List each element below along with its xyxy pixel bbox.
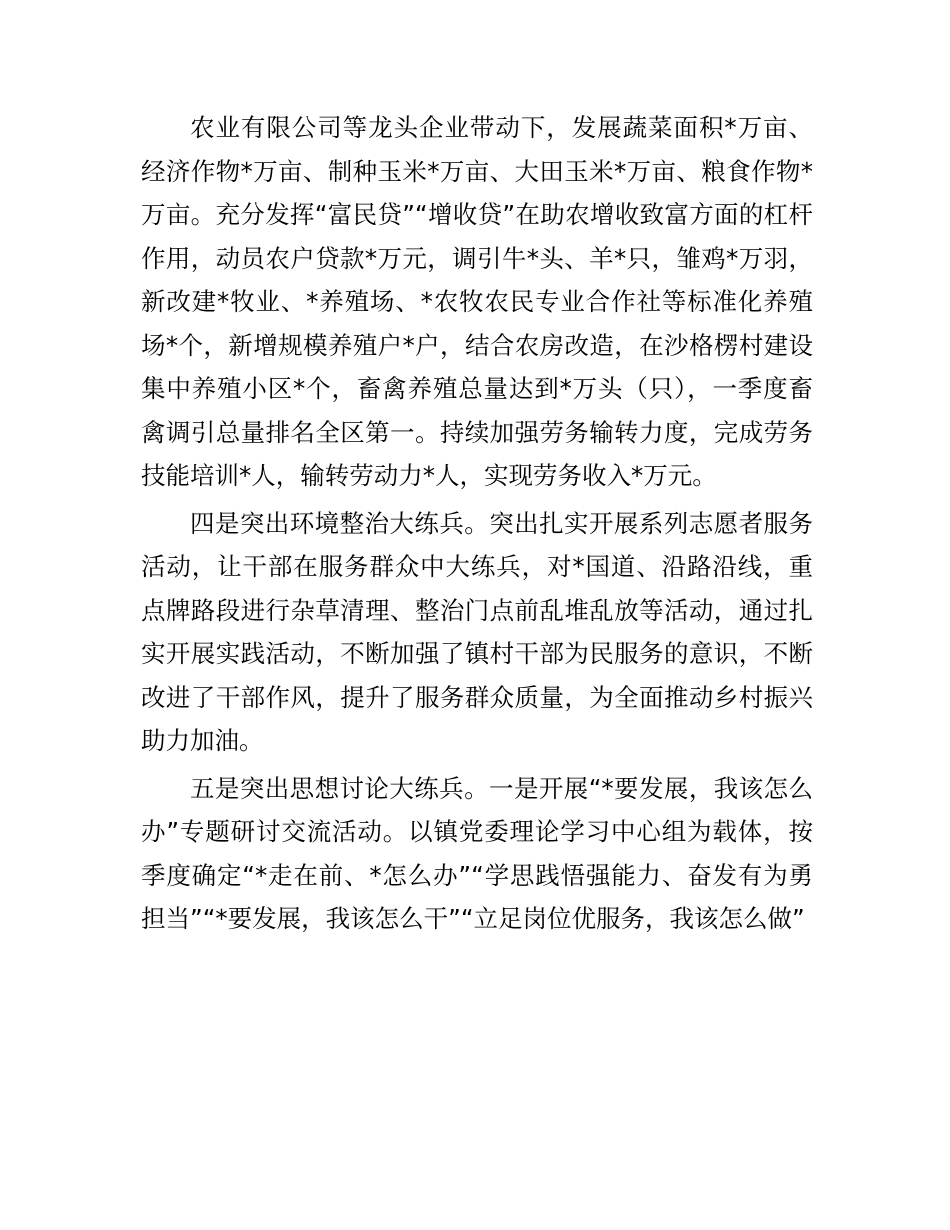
paragraph-thought-discussion: 五是突出思想讨论大练兵。一是开展“*要发展，我该怎么办”专题研讨交流活动。以镇党委理论学习中心组为载体，按季度确定“*走在前、*怎么办”“学思践悟强能力、奋发有为勇担当”“*要发展，我该怎么干”“立足岗位优服务，我该怎么做”	[141, 773, 813, 933]
paragraph-agriculture: 农业有限公司等龙头企业带动下，发展蔬菜面积*万亩、经济作物*万亩、制种玉米*万亩、大田玉米*万亩、粮食作物*万亩。充分发挥“富民贷”“增收贷”在助农增收致富方面的杠杆作用，动员农户贷款*万元，调引牛*头、羊*只，雏鸡*万羽，新改建*牧业、*养殖场、*农牧农民专业合作社等标准化养殖场*个，新增规模养殖户*户，结合农房改造，在沙格楞村建设集中养殖小区*个，畜禽养殖总量达到*万头（只），一季度畜禽调引总量排名全区第一。持续加强劳务输转力度，完成劳务技能培训*人，输转劳动力*人，实现劳务收入*万元。	[141, 113, 813, 490]
paragraph-environment: 四是突出环境整治大练兵。突出扎实开展系列志愿者服务活动，让干部在服务群众中大练兵，对*国道、沿路沿线，重点牌路段进行杂草清理、整治门点前乱堆乱放等活动，通过扎实开展实践活动，不断加强了镇村干部为民服务的意识，不断改进了干部作风，提升了服务群众质量，为全面推动乡村振兴助力加油。	[141, 508, 813, 755]
document-body	[141, 106, 813, 941]
